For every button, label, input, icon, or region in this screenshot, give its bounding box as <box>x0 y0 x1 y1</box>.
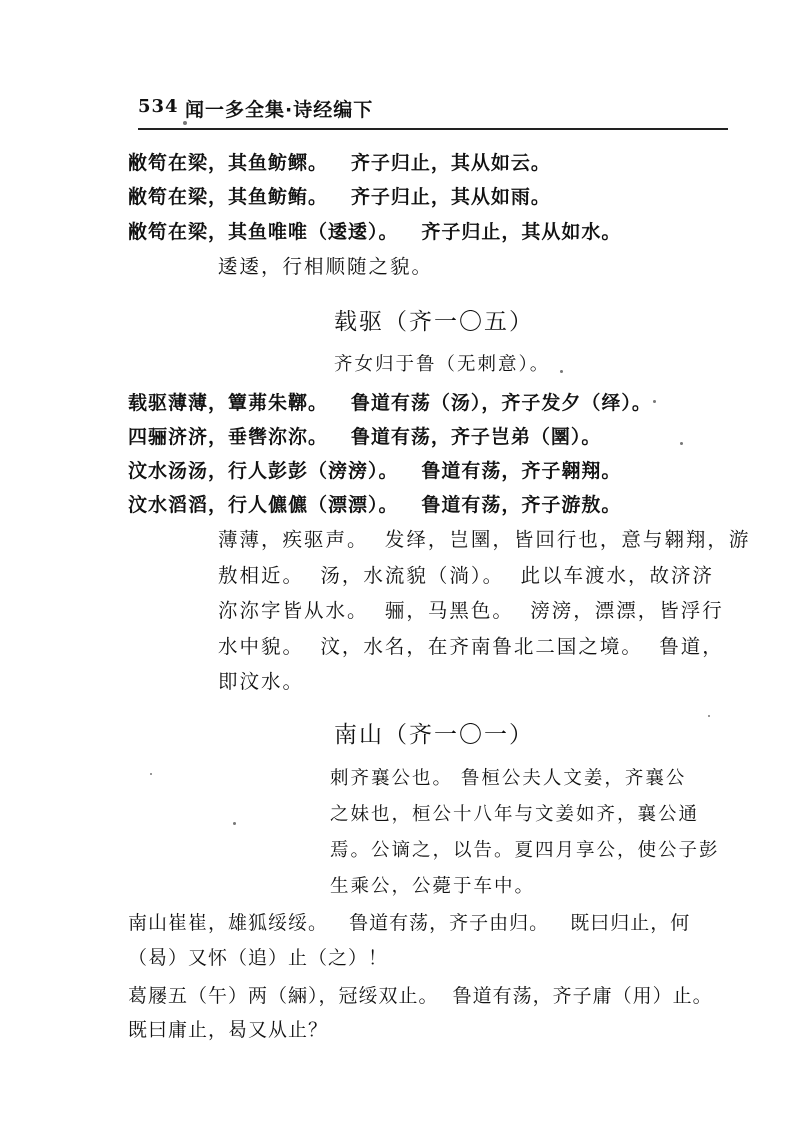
running-title: 闻一多全集·诗经编下 <box>185 99 374 121</box>
scan-speck <box>183 121 187 125</box>
scan-speck <box>560 370 563 373</box>
poem-line: （曷）又怀（追）止（之）！ <box>128 947 389 969</box>
poem-line: 南山崔崔，雄狐绥绥。 鲁道有荡，齐子由归。 既曰归止，何 <box>128 912 691 934</box>
annotation-line: 沵沵字皆从水。 骊，马黑色。 滂滂，漂漂，皆浮行 <box>218 599 724 622</box>
poem-line: 既曰庸止，曷又从止？ <box>128 1019 329 1041</box>
scan-speck <box>233 822 236 825</box>
scan-speck <box>653 400 656 403</box>
page-number: 534 <box>138 96 179 117</box>
annotation-line: 敖相近。 汤，水流貌（淌）。 此以车渡水，故济济 <box>218 564 715 587</box>
poem-line: 敝笱在梁，其鱼鲂鲔。 齐子归止，其从如雨。 <box>128 186 551 208</box>
annotation-line: 水中貌。 汶，水名，在齐南鲁北二国之境。 鲁道， <box>218 635 724 658</box>
annotation-line: 逶逶，行相顺随之貌。 <box>218 255 434 278</box>
poem-preface: 之妹也，桓公十八年与文姜如齐，襄公通 <box>330 804 700 825</box>
poem-preface: 生乘公，公薨于车中。 <box>330 876 536 897</box>
poem-line: 汶水滔滔，行人儦儦（漂漂）。 鲁道有荡，齐子游敖。 <box>128 494 622 516</box>
scan-speck <box>150 773 152 775</box>
scan-speck <box>708 715 710 717</box>
annotation-line: 薄薄，疾驱声。 发绎，岂圛，皆回行也，意与翱翔，游 <box>218 528 751 551</box>
poem-preface: 齐女归于鲁（无刺意）。 <box>334 354 551 375</box>
poem-title: 南山（齐一〇一） <box>334 722 534 748</box>
poem-preface: 刺齐襄公也。 鲁桓公夫人文姜，齐襄公 <box>330 768 687 789</box>
poem-line: 汶水汤汤，行人彭彭（滂滂）。 鲁道有荡，齐子翱翔。 <box>128 460 622 482</box>
poem-line: 敝笱在梁，其鱼唯唯（逶逶）。 齐子归止，其从如水。 <box>128 221 622 243</box>
annotation-line: 即汶水。 <box>218 670 305 693</box>
poem-line: 敝笱在梁，其鱼鲂鳏。 齐子归止，其从如云。 <box>128 152 551 174</box>
poem-line: 四骊济济，垂辔沵沵。 鲁道有荡，齐子岂弟（圛）。 <box>128 426 602 448</box>
scan-speck <box>680 442 683 445</box>
poem-line: 葛屦五（午）两（緉），冠绥双止。 鲁道有荡，齐子庸（用）止。 <box>128 985 713 1007</box>
page-header <box>138 90 728 130</box>
poem-preface: 焉。公谪之，以告。夏四月享公，使公子彭 <box>330 840 720 861</box>
poem-title: 载驱（齐一〇五） <box>334 309 534 335</box>
poem-line: 载驱薄薄，簟茀朱鞹。 鲁道有荡（汤），齐子发夕（绎）。 <box>128 392 652 414</box>
